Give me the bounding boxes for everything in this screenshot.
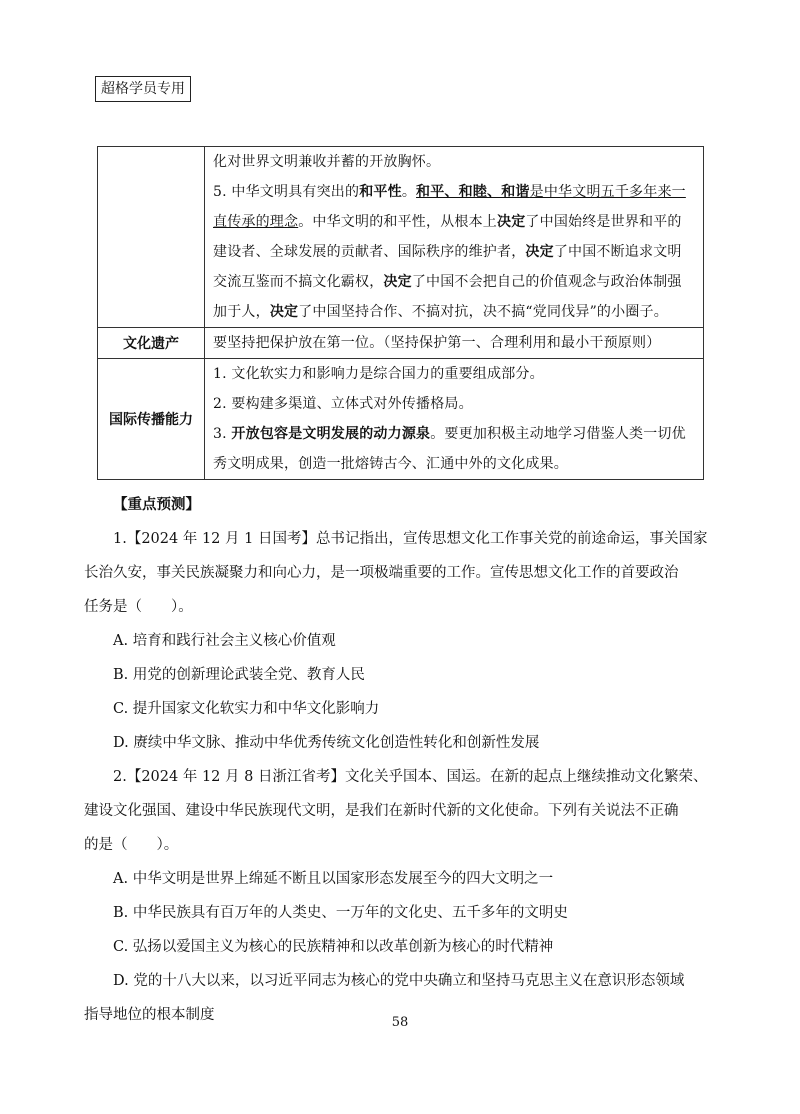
question-2-option-d-continued: 指导地位的根本制度 (84, 1007, 215, 1023)
question-1-option-a: A. 培育和践行社会主义核心价值观 (113, 633, 336, 649)
line: 直传承的理念。中华文明的和平性，从根本上决定了中国始终是世界和平的 (213, 214, 682, 230)
question-2-option-b: B. 中华民族具有百万年的人类史、一万年的文化史、五千多年的文明史 (113, 905, 568, 921)
question-1-line: 1.【2024 年 12 月 1 日国考】总书记指出，宣传思想文化工作事关党的前途命运，事关国家 (113, 531, 708, 547)
line: 3. 开放包容是文明发展的动力源泉。要更加积极主动地学习借鉴人类一切优 (213, 426, 686, 442)
question-1-option-d: D. 赓续中华文脉、推动中华优秀传统文化创造性转化和创新性发展 (113, 735, 540, 751)
questions-section (84, 488, 714, 1032)
question-1-option-c: C. 提升国家文化软实力和中华文化影响力 (113, 701, 380, 717)
row-label-heritage: 文化遗产 (98, 328, 205, 359)
line: 交流互鉴而不搞文化霸权，决定了中国不会把自己的价值观念与政治体制强 (213, 274, 682, 290)
question-1-line: 任务是（ ）。 (84, 599, 193, 615)
table-row (98, 359, 704, 480)
question-1-option-b: B. 用党的创新理论武装全党、教育人民 (113, 667, 365, 683)
civilization-peace-cell (205, 147, 704, 328)
line: 5. 中华文明具有突出的和平性。和平、和睦、和谐是中华文明五千多年来一 (213, 184, 686, 200)
row-label-empty (98, 147, 205, 328)
communication-cell: 1. 文化软实力和影响力是综合国力的重要组成部分。 2. 要构建多渠道、立体式对外传播格局。 3. 开放包容是文明发展的动力源泉。要更加积极主动地学习借鉴人类一切优 秀文明成果，创造一批熔铸古今、汇通中外的文化成果。 (205, 359, 704, 480)
question-2-option-a: A. 中华文明是世界上绵延不断且以国家形态发展至今的四大文明之一 (113, 871, 554, 887)
page-number: 58 (391, 1015, 409, 1030)
question-2-line: 的是（ ）。 (84, 837, 179, 853)
line: 加于人，决定了中国坚持合作、不搞对抗，决不搞“党同伐异”的小圈子。 (213, 304, 668, 320)
question-2-line: 建设文化强国、建设中华民族现代文明，是我们在新时代新的文化使命。下列有关说法不正确 (84, 803, 679, 819)
question-2-option-d: D. 党的十八大以来，以习近平同志为核心的党中央确立和坚持马克思主义在意识形态领域 (113, 973, 685, 989)
section-title: 【重点预测】 (113, 497, 200, 513)
line: 化对世界文明兼收并蓄的开放胸怀。 (213, 154, 441, 170)
question-2-line: 2.【2024 年 12 月 8 日浙江省考】文化关乎国本、国运。在新的起点上继续推动文化繁荣、 (113, 769, 708, 785)
question-1-line: 长治久安，事关民族凝聚力和向心力，是一项极端重要的工作。宣传思想文化工作的首要政治 (84, 565, 679, 581)
summary-table (97, 146, 704, 480)
table-row (98, 147, 704, 328)
heritage-cell: 要坚持把保护放在第一位。（坚持保护第一、合理利用和最小干预原则） (205, 328, 704, 359)
student-only-stamp: 超格学员专用 (95, 76, 191, 102)
line: 建设者、全球发展的贡献者、国际秩序的维护者，决定了中国不断追求文明 (213, 244, 682, 260)
table-row (98, 328, 704, 359)
row-label-communication: 国际传播能力 (98, 359, 205, 480)
question-2-option-c: C. 弘扬以爱国主义为核心的民族精神和以改革创新为核心的时代精神 (113, 939, 554, 955)
